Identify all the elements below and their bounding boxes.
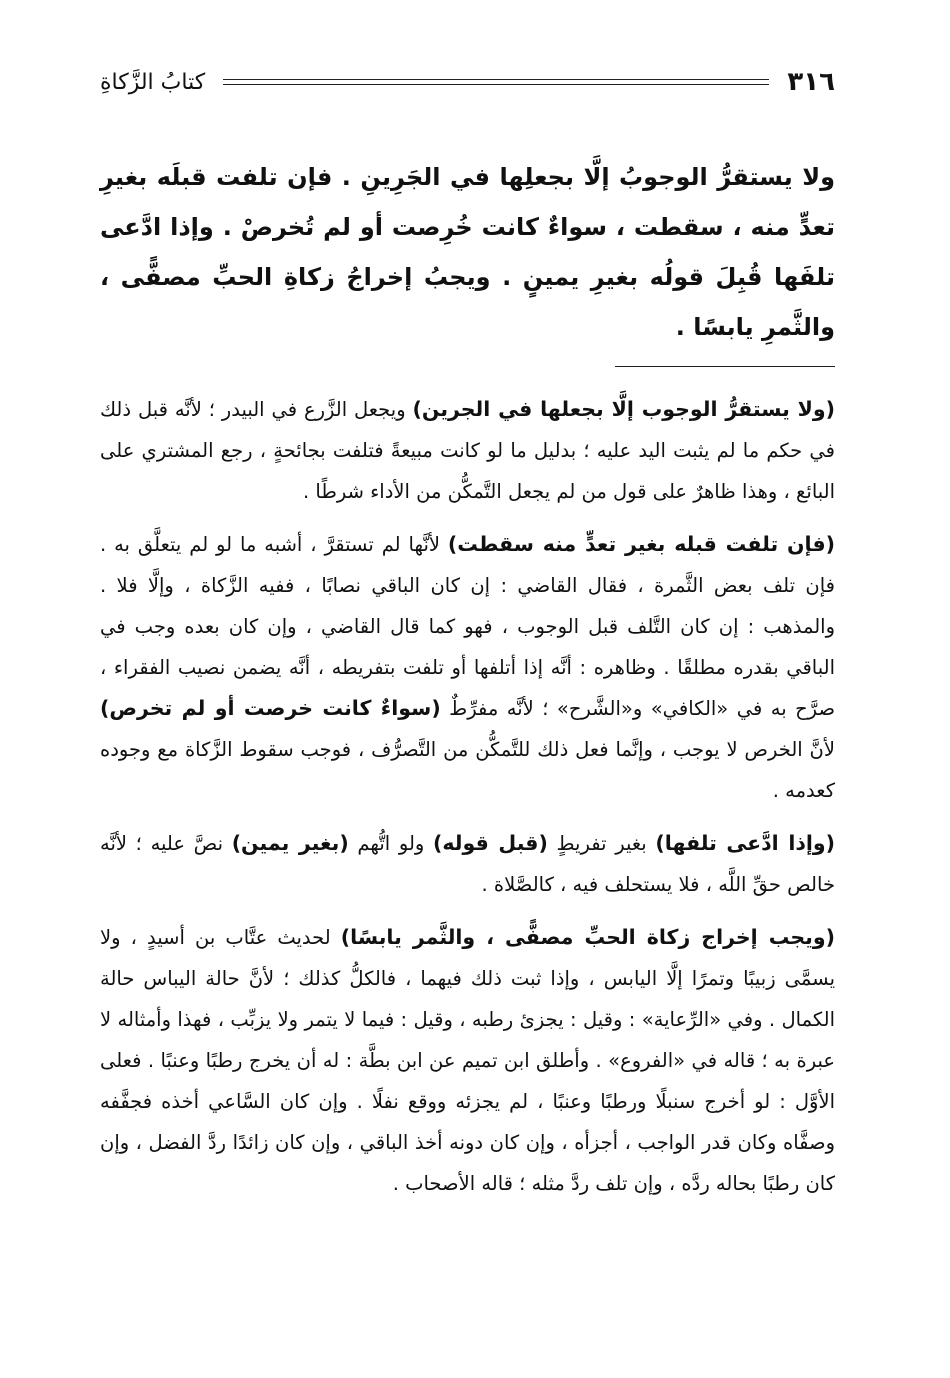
commentary-paragraph bbox=[100, 823, 835, 905]
book-page bbox=[100, 60, 835, 1216]
commentary bbox=[100, 389, 835, 1204]
commentary-text: نصَّ عليه ؛ لأنَّه خالص حقِّ اللَّه ، فلا يستحلف فيه ، كالصَّلاة . bbox=[100, 832, 835, 896]
page-number: ٣١٦ bbox=[787, 67, 835, 97]
commentary-text: ويجعل الزَّرع في البيدر ؛ لأنَّه قبل ذلك في حكم ما لم يثبت اليد عليه ؛ بدليل ما لو كانت مبيعةً فتلفت بجائحةٍ ، رجع المشتري على البائع ، وهذا ظاهرٌ على قول من لم يجعل التَّمكُّن من الأداء شرطًا . bbox=[100, 398, 835, 503]
quoted-text: (وإذا ادَّعى تلفها) bbox=[655, 831, 836, 855]
quoted-text: (قبل قوله) bbox=[433, 831, 548, 855]
book-title: كتابُ الزَّكاةِ bbox=[100, 69, 206, 95]
commentary-paragraph bbox=[100, 389, 835, 512]
header-rule bbox=[223, 79, 769, 85]
quoted-text: (ويجب إخراج زكاة الحبِّ مصفًّى ، والثَّمر يابسًا) bbox=[340, 925, 835, 949]
quoted-text: (بغير يمين) bbox=[231, 831, 349, 855]
commentary-text: لأنَّ الخرص لا يوجب ، وإنَّما فعل ذلك للتَّمكُّن من التَّصرُّف ، فوجب سقوط الزَّكاة مع وجوده كعدمه . bbox=[100, 738, 835, 802]
quoted-text: (فإن تلفت قبله بغير تعدٍّ منه سقطت) bbox=[447, 532, 836, 556]
quoted-text: (سواءٌ كانت خرصت أو لم تخرص) bbox=[100, 696, 441, 720]
quoted-text: (ولا يستقرُّ الوجوب إلَّا بجعلها في الجرين) bbox=[412, 397, 835, 421]
matn-divider bbox=[615, 366, 835, 367]
page-header bbox=[100, 60, 835, 104]
commentary-text: ولو اتُّهم bbox=[348, 832, 433, 855]
commentary-paragraph bbox=[100, 917, 835, 1204]
commentary-text: لأنَّها لم تستقرَّ ، أشبه ما لو لم يتعلَّق به . فإن تلف بعض الثَّمرة ، فقال القاضي : إن كان الباقي نصابًا ، ففيه الزَّكاة ، وإلَّا فلا . والمذهب : إن كان التَّلف قبل الوجوب ، فهو كما قال القاضي ، وإن كان بعده وجب في الباقي بقدره مطلقًا . وظاهره : أنَّه إذا أتلفها أو تلفت بتفريطه ، أنَّه يضمن نصيب الفقراء ، صرَّح به في «الكافي» و«الشَّرح» ؛ لأنَّه مفرِّطٌ bbox=[100, 533, 836, 720]
commentary-text: بغير تفريطٍ bbox=[547, 832, 656, 855]
main-text: ولا يستقرُّ الوجوبُ إلَّا بجعلِها في الجَرِينِ . فإن تلفت قبلَه بغيرِ تعدٍّ منه ، سقطت ، سواءٌ كانت خُرِصت أو لم تُخرصْ . وإذا ادَّعى تلفَها قُبِلَ قولُه بغيرِ يمينٍ . ويجبُ إخراجُ زكاةِ الحبِّ مصفًّى ، والثَّمرِ يابسًا . bbox=[100, 163, 835, 341]
commentary-text: لحديث عتَّاب بن أسيدٍ ، ولا يسمَّى زبيبًا وتمرًا إلَّا اليابس ، وإذا ثبت ذلك فيهما ، فالكلُّ كذلك ؛ لأنَّ حالة اليباس حالة الكمال . وفي «الرِّعاية» : وقيل : يجزئ رطبه ، وقيل : فيما لا يتمر ولا يزبِّب ، فهذا وأمثاله لا عبرة به ؛ قاله في «الفروع» . وأطلق ابن تميم عن ابن بطَّة : له أن يخرج رطبًا وعنبًا . فعلى الأوَّل : لو أخرج سنبلًا ورطبًا وعنبًا ، لم يجزئه ووقع نفلًا . وإن كان السَّاعي أخذه فجفَّفه وصفَّاه وكان قدر الواجب ، أجزأه ، وإن كان دونه أخذ الباقي ، وإن كان زائدًا ردَّ الفضل ، وإن كان رطبًا بحاله ردَّه ، وإن تلف ردَّ مثله ؛ قاله الأصحاب . bbox=[100, 926, 835, 1195]
commentary-paragraph bbox=[100, 524, 835, 811]
